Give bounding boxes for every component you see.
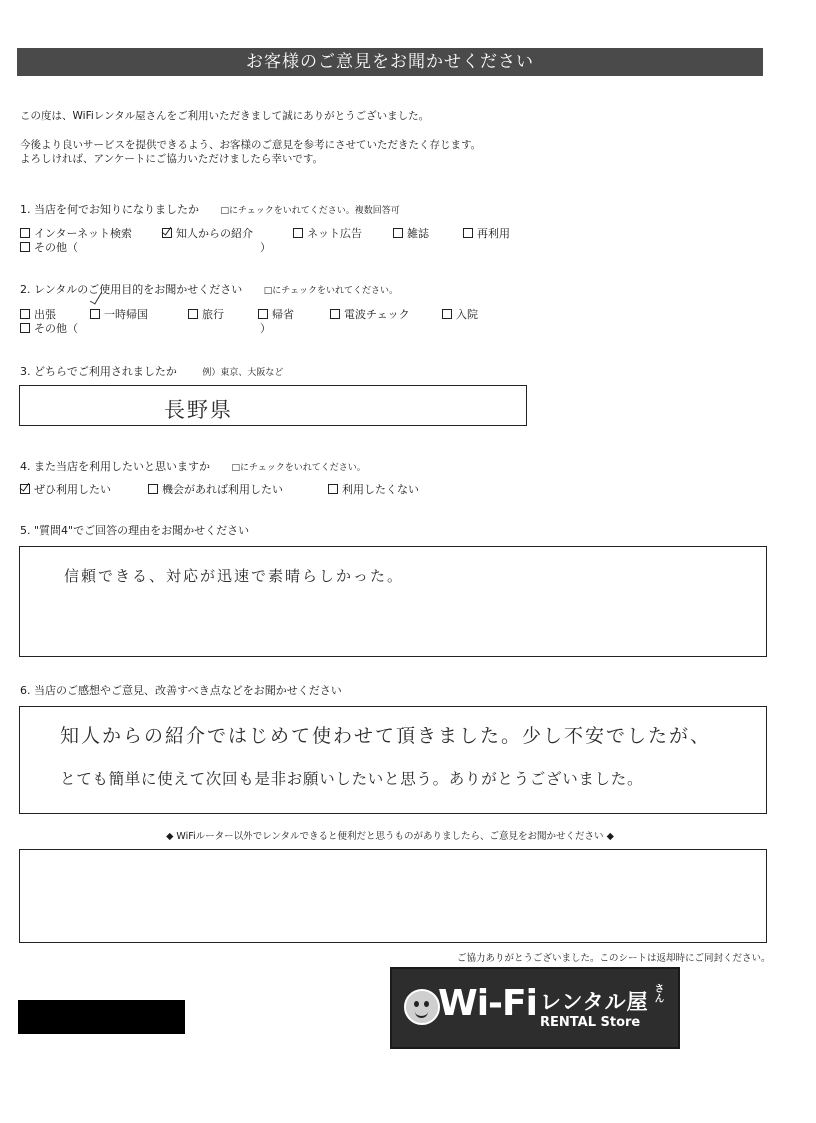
q5-answer-text: 信頼できる、対応が迅速で素晴らしかった。 [64, 567, 405, 585]
logo-store-text: RENTAL Store [540, 1015, 641, 1030]
logo-wifi-text: Wi-Fi [438, 983, 537, 1024]
q7-prompt: ◆ WiFiルーター以外でレンタルできると便利だと思うものがありましたら、ご意見をお聞かせください ◆ [166, 831, 614, 842]
logo-name-text: レンタル屋 [540, 990, 649, 1014]
q2-option-temporary-return[interactable]: 一時帰国 [90, 306, 148, 322]
intro-line-1: この度は、WiFiレンタル屋さんをご利用いただきまして誠にありがとうございました。 [20, 110, 430, 122]
checkbox[interactable] [20, 242, 30, 252]
checkbox[interactable] [442, 309, 452, 319]
checkbox[interactable] [188, 309, 198, 319]
question-2 [20, 281, 398, 297]
question-1-text: 1. 当店を何でお知りになりましたか [20, 203, 199, 216]
checkbox[interactable] [20, 309, 30, 319]
question-1 [20, 201, 400, 217]
intro-line-3: よろしければ、アンケートにご協力いただけましたら幸いです。 [20, 153, 324, 165]
q1-option-internet-search[interactable]: インターネット検索 [20, 225, 132, 241]
q3-answer-text: 長野県 [164, 398, 233, 422]
q1-other-close: ） [260, 241, 271, 254]
question-3 [20, 363, 283, 379]
checkbox[interactable] [90, 309, 100, 319]
q4-option-no[interactable]: 利用したくない [328, 481, 419, 497]
checkbox-checked[interactable] [162, 228, 172, 238]
question-4-note: □にチェックをいれてください。 [231, 463, 366, 473]
q1-option-other[interactable]: その他（ [20, 239, 78, 255]
question-2-text: 2. レンタルのご使用目的をお聞かせください [20, 283, 243, 296]
checkbox[interactable] [328, 484, 338, 494]
q1-option-reuse[interactable]: 再利用 [463, 225, 510, 241]
q2-option-travel[interactable]: 旅行 [188, 306, 224, 322]
checkbox[interactable] [330, 309, 340, 319]
wifi-rental-logo [390, 967, 680, 1049]
page-title: お客様のご意見をお聞かせください [17, 48, 763, 76]
checkbox[interactable] [148, 484, 158, 494]
question-4 [20, 458, 366, 474]
q2-option-homecoming[interactable]: 帰省 [258, 306, 294, 322]
q2-option-business-trip[interactable]: 出張 [20, 306, 56, 322]
checkbox[interactable] [20, 323, 30, 333]
q2-option-other[interactable]: その他（ [20, 320, 78, 336]
redacted-block [18, 1000, 185, 1034]
q1-option-acquaintance[interactable]: 知人からの紹介 [162, 225, 253, 241]
checkbox[interactable] [393, 228, 403, 238]
question-1-note: □にチェックをいれてください。複数回答可 [220, 206, 400, 216]
intro-line-2: 今後より良いサービスを提供できるよう、お客様のご意見を参考にさせていただきたく存じます。 [20, 139, 482, 151]
checkbox[interactable] [293, 228, 303, 238]
question-2-note: □にチェックをいれてください。 [263, 286, 399, 296]
checkbox-checked[interactable] [20, 484, 30, 494]
q6-answer-field[interactable] [19, 706, 767, 814]
q3-answer-field[interactable] [19, 385, 527, 426]
q6-answer-line-1: 知人からの紹介ではじめて使わせて頂きました。少し不安でしたが、 [60, 725, 712, 747]
q4-option-definitely[interactable]: ぜひ利用したい [20, 481, 111, 497]
q7-answer-field[interactable] [19, 849, 767, 943]
checkbox[interactable] [258, 309, 268, 319]
q4-option-if-chance[interactable]: 機会があれば利用したい [148, 481, 283, 497]
question-6: 6. 当店のご感想やご意見、改善すべき点などをお聞かせください [20, 684, 342, 697]
question-3-example: 例）東京、大阪など [202, 368, 284, 378]
mascot-icon [404, 989, 440, 1025]
q6-answer-line-2: とても簡単に使えて次回も是非お願いしたいと思う。ありがとうございました。 [60, 770, 644, 788]
question-4-text: 4. また当店を利用したいと思いますか [20, 460, 210, 473]
logo-san-text: さん [652, 983, 663, 1003]
question-5: 5. "質問4"でご回答の理由をお聞かせください [20, 524, 250, 537]
q2-option-hospital[interactable]: 入院 [442, 306, 478, 322]
q2-other-close: ） [260, 322, 271, 335]
checkbox[interactable] [463, 228, 473, 238]
footer-thanks: ご協力ありがとうございました。このシートは返却時にご同封ください。 [457, 953, 771, 964]
question-3-text: 3. どちらでご利用されましたか [20, 365, 177, 378]
q2-option-signal-check[interactable]: 電波チェック [330, 306, 410, 322]
q1-option-web-ad[interactable]: ネット広告 [293, 225, 362, 241]
q1-option-magazine[interactable]: 雑誌 [393, 225, 429, 241]
checkbox[interactable] [20, 228, 30, 238]
q5-answer-field[interactable] [19, 546, 767, 657]
